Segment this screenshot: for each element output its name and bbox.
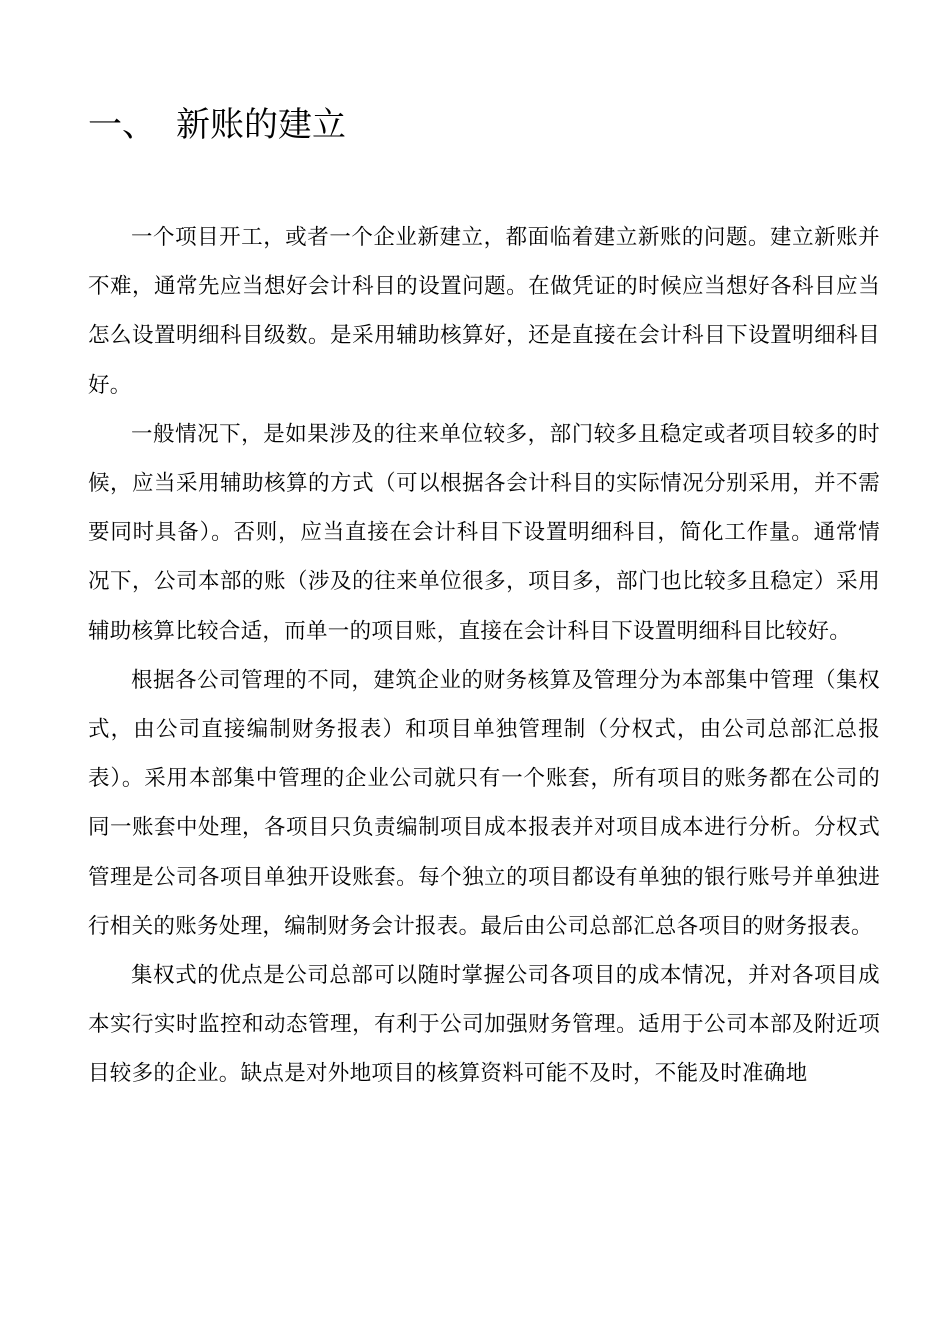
paragraph: 一般情况下，是如果涉及的往来单位较多，部门较多且稳定或者项目较多的时候，应当采用辅助核算的方式（可以根据各会计科目的实际情况分别采用，并不需要同时具备）。否则，应当直接在会计科目下设置明细科目，简化工作量。通常情况下，公司本部的账（涉及的往来单位很多，项目多，部门也比较多且稳定）采用辅助核算比较合适，而单一的项目账，直接在会计科目下设置明细科目比较好。 — [88, 421, 880, 644]
body-text — [88, 213, 880, 1099]
section-title: 新账的建立 — [176, 105, 346, 145]
section-number: 一、 — [88, 105, 156, 145]
section-heading — [88, 100, 346, 150]
paragraph: 一个项目开工，或者一个企业新建立，都面临着建立新账的问题。建立新账并不难，通常先应当想好会计科目的设置问题。在做凭证的时候应当想好各科目应当怎么设置明细科目级数。是采用辅助核算好，还是直接在会计科目下设置明细科目好。 — [88, 225, 880, 398]
paragraph: 集权式的优点是公司总部可以随时掌握公司各项目的成本情况，并对各项目成本实行实时监控和动态管理，有利于公司加强财务管理。适用于公司本部及附近项目较多的企业。缺点是对外地项目的核算资料可能不及时，不能及时准确地 — [88, 963, 880, 1087]
paragraph: 根据各公司管理的不同，建筑企业的财务核算及管理分为本部集中管理（集权式，由公司直接编制财务报表）和项目单独管理制（分权式，由公司总部汇总报表）。采用本部集中管理的企业公司就只有一个账套，所有项目的账务都在公司的同一账套中处理，各项目只负责编制项目成本报表并对项目成本进行分析。分权式管理是公司各项目单独开设账套。每个独立的项目都设有单独的银行账号并单独进行相关的账务处理，编制财务会计报表。最后由公司总部汇总各项目的财务报表。 — [88, 667, 880, 939]
